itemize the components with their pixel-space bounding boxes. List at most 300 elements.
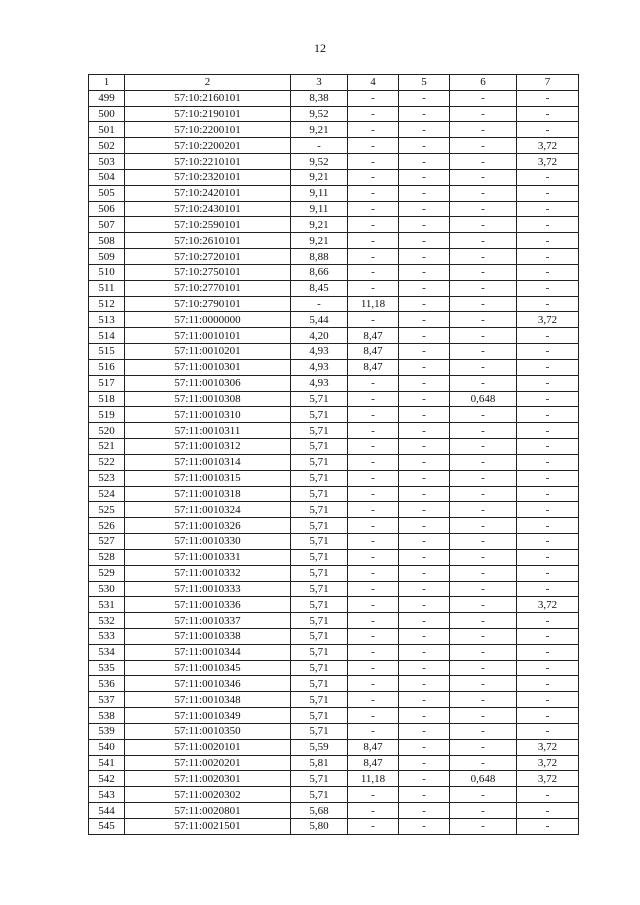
table-cell-col-1: 533 xyxy=(89,628,125,644)
table-cell-col-6: - xyxy=(450,534,517,550)
table-cell-col-5: - xyxy=(399,233,450,249)
table-cell-col-1: 528 xyxy=(89,549,125,565)
table-cell-col-2: 57:11:0010338 xyxy=(125,628,291,644)
table-cell-col-1: 503 xyxy=(89,154,125,170)
table-cell-col-4: - xyxy=(348,597,399,613)
table-row xyxy=(89,296,579,312)
table-cell-col-3: 5,59 xyxy=(291,739,348,755)
table-cell-col-3: 5,71 xyxy=(291,676,348,692)
table-row xyxy=(89,90,579,106)
table-cell-col-2: 57:10:2190101 xyxy=(125,106,291,122)
table-cell-col-2: 57:10:2210101 xyxy=(125,154,291,170)
table-cell-col-3: 8,66 xyxy=(291,264,348,280)
table-cell-col-2: 57:11:0010336 xyxy=(125,597,291,613)
table-cell-col-4: - xyxy=(348,676,399,692)
table-cell-col-1: 534 xyxy=(89,644,125,660)
table-cell-col-6: - xyxy=(450,296,517,312)
table-cell-col-7: - xyxy=(517,565,579,581)
table-cell-col-7: - xyxy=(517,502,579,518)
table-row xyxy=(89,565,579,581)
table-row xyxy=(89,122,579,138)
table-cell-col-3: 5,71 xyxy=(291,787,348,803)
table-cell-col-7: - xyxy=(517,708,579,724)
table-cell-col-6: - xyxy=(450,106,517,122)
table-cell-col-1: 519 xyxy=(89,407,125,423)
table-cell-col-6: - xyxy=(450,185,517,201)
table-cell-col-3: 5,71 xyxy=(291,692,348,708)
table-cell-col-3: 5,80 xyxy=(291,818,348,834)
table-cell-col-5: - xyxy=(399,249,450,265)
table-cell-col-3: 5,71 xyxy=(291,581,348,597)
column-header-4: 4 xyxy=(348,75,399,91)
table-cell-col-6: - xyxy=(450,486,517,502)
table-cell-col-3: 5,71 xyxy=(291,771,348,787)
table-cell-col-7: 3,72 xyxy=(517,739,579,755)
table-cell-col-4: - xyxy=(348,723,399,739)
table-row xyxy=(89,249,579,265)
table-cell-col-5: - xyxy=(399,534,450,550)
table-cell-col-5: - xyxy=(399,739,450,755)
table-cell-col-4: - xyxy=(348,233,399,249)
table-cell-col-1: 535 xyxy=(89,660,125,676)
table-cell-col-6: - xyxy=(450,692,517,708)
table-cell-col-4: - xyxy=(348,217,399,233)
table-cell-col-1: 542 xyxy=(89,771,125,787)
table-cell-col-4: - xyxy=(348,660,399,676)
table-cell-col-2: 57:11:0010344 xyxy=(125,644,291,660)
table-cell-col-4: - xyxy=(348,518,399,534)
table-cell-col-2: 57:11:0021501 xyxy=(125,818,291,834)
table-cell-col-3: 9,11 xyxy=(291,201,348,217)
table-cell-col-2: 57:11:0020301 xyxy=(125,771,291,787)
table-row xyxy=(89,328,579,344)
table-cell-col-3: 5,71 xyxy=(291,613,348,629)
table-cell-col-2: 57:11:0010345 xyxy=(125,660,291,676)
table-cell-col-1: 509 xyxy=(89,249,125,265)
column-header-6: 6 xyxy=(450,75,517,91)
table-cell-col-1: 525 xyxy=(89,502,125,518)
table-cell-col-1: 527 xyxy=(89,534,125,550)
table-row xyxy=(89,454,579,470)
table-cell-col-6: - xyxy=(450,280,517,296)
table-cell-col-2: 57:11:0010314 xyxy=(125,454,291,470)
table-cell-col-3: 5,71 xyxy=(291,407,348,423)
table-row xyxy=(89,423,579,439)
table-cell-col-5: - xyxy=(399,628,450,644)
table-cell-col-1: 529 xyxy=(89,565,125,581)
table-cell-col-7: - xyxy=(517,534,579,550)
table-cell-col-1: 518 xyxy=(89,391,125,407)
table-cell-col-7: - xyxy=(517,454,579,470)
table-cell-col-3: 5,81 xyxy=(291,755,348,771)
table-cell-col-7: - xyxy=(517,328,579,344)
table-cell-col-7: - xyxy=(517,423,579,439)
table-cell-col-2: 57:11:0020302 xyxy=(125,787,291,803)
table-cell-col-4: - xyxy=(348,138,399,154)
table-cell-col-1: 514 xyxy=(89,328,125,344)
table-cell-col-3: 9,21 xyxy=(291,233,348,249)
table-cell-col-5: - xyxy=(399,581,450,597)
table-row xyxy=(89,233,579,249)
table-cell-col-1: 505 xyxy=(89,185,125,201)
table-cell-col-4: 8,47 xyxy=(348,328,399,344)
table-cell-col-5: - xyxy=(399,423,450,439)
table-row xyxy=(89,391,579,407)
table-cell-col-3: 5,71 xyxy=(291,439,348,455)
table-cell-col-5: - xyxy=(399,692,450,708)
table-cell-col-3: 9,21 xyxy=(291,217,348,233)
table-cell-col-2: 57:11:0010349 xyxy=(125,708,291,724)
table-row xyxy=(89,628,579,644)
table-cell-col-3: 5,44 xyxy=(291,312,348,328)
table-cell-col-5: - xyxy=(399,169,450,185)
table-cell-col-5: - xyxy=(399,549,450,565)
table-cell-col-2: 57:11:0010350 xyxy=(125,723,291,739)
table-cell-col-2: 57:10:2720101 xyxy=(125,249,291,265)
table-cell-col-6: - xyxy=(450,803,517,819)
table-cell-col-6: - xyxy=(450,581,517,597)
table-cell-col-5: - xyxy=(399,660,450,676)
table-cell-col-3: 4,93 xyxy=(291,344,348,360)
table-cell-col-3: 8,45 xyxy=(291,280,348,296)
table-cell-col-1: 539 xyxy=(89,723,125,739)
table-cell-col-6: - xyxy=(450,644,517,660)
table-cell-col-5: - xyxy=(399,296,450,312)
table-cell-col-2: 57:11:0020101 xyxy=(125,739,291,755)
table-cell-col-1: 522 xyxy=(89,454,125,470)
column-header-2: 2 xyxy=(125,75,291,91)
table-cell-col-3: 9,11 xyxy=(291,185,348,201)
table-cell-col-5: - xyxy=(399,644,450,660)
table-cell-col-2: 57:11:0010346 xyxy=(125,676,291,692)
table-cell-col-3: 9,21 xyxy=(291,169,348,185)
table-cell-col-4: - xyxy=(348,692,399,708)
table-cell-col-1: 521 xyxy=(89,439,125,455)
table-cell-col-3: 8,88 xyxy=(291,249,348,265)
table-cell-col-1: 512 xyxy=(89,296,125,312)
table-cell-col-5: - xyxy=(399,280,450,296)
table-cell-col-2: 57:11:0000000 xyxy=(125,312,291,328)
table-cell-col-3: 5,71 xyxy=(291,454,348,470)
table-cell-col-5: - xyxy=(399,486,450,502)
table-row xyxy=(89,660,579,676)
table-cell-col-4: - xyxy=(348,502,399,518)
table-cell-col-5: - xyxy=(399,723,450,739)
table-cell-col-7: - xyxy=(517,344,579,360)
table-cell-col-7: - xyxy=(517,628,579,644)
table-cell-col-5: - xyxy=(399,502,450,518)
table-cell-col-4: - xyxy=(348,185,399,201)
table-row xyxy=(89,217,579,233)
table-cell-col-2: 57:11:0020201 xyxy=(125,755,291,771)
table-cell-col-2: 57:10:2420101 xyxy=(125,185,291,201)
table-row xyxy=(89,676,579,692)
table-cell-col-6: - xyxy=(450,470,517,486)
table-row xyxy=(89,138,579,154)
table-cell-col-1: 511 xyxy=(89,280,125,296)
table-cell-col-6: - xyxy=(450,359,517,375)
table-cell-col-4: - xyxy=(348,565,399,581)
table-cell-col-2: 57:10:2790101 xyxy=(125,296,291,312)
table-cell-col-3: 4,93 xyxy=(291,359,348,375)
table-cell-col-7: - xyxy=(517,439,579,455)
table-cell-col-5: - xyxy=(399,755,450,771)
table-cell-col-5: - xyxy=(399,201,450,217)
table-cell-col-3: 5,71 xyxy=(291,628,348,644)
table-cell-col-4: - xyxy=(348,407,399,423)
table-cell-col-2: 57:11:0010331 xyxy=(125,549,291,565)
table-cell-col-5: - xyxy=(399,439,450,455)
table-cell-col-5: - xyxy=(399,122,450,138)
table-cell-col-7: - xyxy=(517,359,579,375)
table-cell-col-3: 5,71 xyxy=(291,660,348,676)
table-cell-col-6: - xyxy=(450,328,517,344)
table-row xyxy=(89,375,579,391)
table-row xyxy=(89,739,579,755)
table-cell-col-7: - xyxy=(517,660,579,676)
table-cell-col-6: - xyxy=(450,375,517,391)
table-cell-col-1: 500 xyxy=(89,106,125,122)
table-cell-col-4: - xyxy=(348,644,399,660)
table-cell-col-5: - xyxy=(399,803,450,819)
table-cell-col-2: 57:10:2590101 xyxy=(125,217,291,233)
table-cell-col-6: - xyxy=(450,201,517,217)
table-cell-col-6: - xyxy=(450,628,517,644)
table-cell-col-6: - xyxy=(450,264,517,280)
table-cell-col-3: 5,71 xyxy=(291,549,348,565)
table-row xyxy=(89,201,579,217)
table-cell-col-7: 3,72 xyxy=(517,755,579,771)
table-cell-col-4: - xyxy=(348,581,399,597)
table-cell-col-5: - xyxy=(399,597,450,613)
table-cell-col-4: - xyxy=(348,454,399,470)
table-row xyxy=(89,344,579,360)
table-cell-col-1: 516 xyxy=(89,359,125,375)
table-cell-col-5: - xyxy=(399,154,450,170)
table-cell-col-5: - xyxy=(399,787,450,803)
table-cell-col-4: - xyxy=(348,628,399,644)
table-row xyxy=(89,518,579,534)
table-cell-col-6: - xyxy=(450,565,517,581)
table-cell-col-6: - xyxy=(450,344,517,360)
table-cell-col-1: 520 xyxy=(89,423,125,439)
table-cell-col-1: 508 xyxy=(89,233,125,249)
table-cell-col-5: - xyxy=(399,407,450,423)
table-cell-col-4: - xyxy=(348,803,399,819)
table-row xyxy=(89,723,579,739)
table-cell-col-7: - xyxy=(517,296,579,312)
table-cell-col-7: - xyxy=(517,818,579,834)
table-row xyxy=(89,486,579,502)
table-cell-col-7: - xyxy=(517,169,579,185)
table-cell-col-4: 8,47 xyxy=(348,359,399,375)
table-cell-col-5: - xyxy=(399,391,450,407)
table-cell-col-4: 11,18 xyxy=(348,771,399,787)
table-cell-col-7: - xyxy=(517,644,579,660)
table-cell-col-4: 8,47 xyxy=(348,344,399,360)
table-header-row xyxy=(89,75,579,91)
table-cell-col-5: - xyxy=(399,613,450,629)
column-header-5: 5 xyxy=(399,75,450,91)
table-cell-col-5: - xyxy=(399,138,450,154)
table-cell-col-2: 57:10:2200101 xyxy=(125,122,291,138)
table-cell-col-5: - xyxy=(399,344,450,360)
table-cell-col-3: - xyxy=(291,296,348,312)
table-cell-col-1: 524 xyxy=(89,486,125,502)
table-cell-col-1: 537 xyxy=(89,692,125,708)
table-row xyxy=(89,644,579,660)
table-cell-col-3: 5,71 xyxy=(291,391,348,407)
table-cell-col-2: 57:11:0010311 xyxy=(125,423,291,439)
table-cell-col-6: - xyxy=(450,423,517,439)
table-cell-col-7: - xyxy=(517,486,579,502)
table-cell-col-2: 57:11:0010318 xyxy=(125,486,291,502)
table-cell-col-2: 57:10:2160101 xyxy=(125,90,291,106)
table-row xyxy=(89,771,579,787)
table-cell-col-6: - xyxy=(450,312,517,328)
table-cell-col-6: - xyxy=(450,613,517,629)
table-cell-col-7: - xyxy=(517,233,579,249)
table-cell-col-3: 4,20 xyxy=(291,328,348,344)
table-cell-col-4: - xyxy=(348,470,399,486)
table-cell-col-5: - xyxy=(399,818,450,834)
table-row xyxy=(89,708,579,724)
table-cell-col-2: 57:10:2770101 xyxy=(125,280,291,296)
table-cell-col-6: - xyxy=(450,439,517,455)
table-cell-col-2: 57:11:0010310 xyxy=(125,407,291,423)
table-cell-col-2: 57:11:0010332 xyxy=(125,565,291,581)
table-cell-col-6: - xyxy=(450,138,517,154)
table-cell-col-7: 3,72 xyxy=(517,154,579,170)
table-cell-col-1: 545 xyxy=(89,818,125,834)
table-row xyxy=(89,755,579,771)
table-cell-col-7: 3,72 xyxy=(517,312,579,328)
data-table xyxy=(88,74,579,835)
table-cell-col-4: 11,18 xyxy=(348,296,399,312)
table-cell-col-1: 513 xyxy=(89,312,125,328)
table-cell-col-5: - xyxy=(399,264,450,280)
table-body xyxy=(89,90,579,834)
table-cell-col-7: - xyxy=(517,106,579,122)
table-cell-col-2: 57:11:0010326 xyxy=(125,518,291,534)
table-row xyxy=(89,280,579,296)
table-cell-col-7: - xyxy=(517,375,579,391)
table-row xyxy=(89,407,579,423)
table-cell-col-4: 8,47 xyxy=(348,739,399,755)
table-row xyxy=(89,581,579,597)
table-cell-col-4: - xyxy=(348,375,399,391)
table-cell-col-3: 5,71 xyxy=(291,723,348,739)
table-cell-col-7: - xyxy=(517,217,579,233)
table-cell-col-1: 501 xyxy=(89,122,125,138)
column-header-1: 1 xyxy=(89,75,125,91)
table-cell-col-1: 504 xyxy=(89,169,125,185)
table-row xyxy=(89,818,579,834)
table-cell-col-2: 57:11:0010330 xyxy=(125,534,291,550)
table-cell-col-4: - xyxy=(348,708,399,724)
table-cell-col-4: - xyxy=(348,613,399,629)
table-row xyxy=(89,534,579,550)
table-cell-col-5: - xyxy=(399,518,450,534)
table-cell-col-3: 8,38 xyxy=(291,90,348,106)
table-cell-col-6: - xyxy=(450,818,517,834)
table-row xyxy=(89,803,579,819)
table-cell-col-4: - xyxy=(348,280,399,296)
table-cell-col-7: - xyxy=(517,613,579,629)
table-cell-col-4: - xyxy=(348,486,399,502)
table-cell-col-7: - xyxy=(517,518,579,534)
table-cell-col-7: - xyxy=(517,407,579,423)
table-cell-col-6: - xyxy=(450,454,517,470)
table-cell-col-3: 9,52 xyxy=(291,106,348,122)
table-cell-col-2: 57:11:0010306 xyxy=(125,375,291,391)
table-cell-col-4: - xyxy=(348,264,399,280)
table-cell-col-6: - xyxy=(450,739,517,755)
table-cell-col-1: 536 xyxy=(89,676,125,692)
table-cell-col-1: 526 xyxy=(89,518,125,534)
table-cell-col-3: 5,71 xyxy=(291,518,348,534)
table-cell-col-4: - xyxy=(348,154,399,170)
table-cell-col-3: 5,71 xyxy=(291,486,348,502)
table-cell-col-4: 8,47 xyxy=(348,755,399,771)
table-cell-col-2: 57:10:2200201 xyxy=(125,138,291,154)
table-cell-col-6: - xyxy=(450,549,517,565)
table-cell-col-2: 57:11:0020801 xyxy=(125,803,291,819)
table-cell-col-5: - xyxy=(399,185,450,201)
table-cell-col-1: 502 xyxy=(89,138,125,154)
table-cell-col-6: - xyxy=(450,660,517,676)
table-cell-col-5: - xyxy=(399,676,450,692)
table-row xyxy=(89,692,579,708)
table-cell-col-3: 9,52 xyxy=(291,154,348,170)
table-cell-col-6: - xyxy=(450,708,517,724)
table-cell-col-5: - xyxy=(399,328,450,344)
table-cell-col-4: - xyxy=(348,249,399,265)
table-cell-col-3: 5,71 xyxy=(291,534,348,550)
table-cell-col-3: 5,71 xyxy=(291,644,348,660)
table-cell-col-7: - xyxy=(517,280,579,296)
table-cell-col-1: 538 xyxy=(89,708,125,724)
table-row xyxy=(89,154,579,170)
table-cell-col-3: 5,71 xyxy=(291,502,348,518)
table-cell-col-7: - xyxy=(517,676,579,692)
table-cell-col-4: - xyxy=(348,90,399,106)
table-row xyxy=(89,787,579,803)
table-cell-col-2: 57:10:2430101 xyxy=(125,201,291,217)
table-cell-col-7: - xyxy=(517,264,579,280)
table-cell-col-6: - xyxy=(450,122,517,138)
table-row xyxy=(89,502,579,518)
table-cell-col-4: - xyxy=(348,787,399,803)
table-cell-col-6: - xyxy=(450,154,517,170)
table-cell-col-6: - xyxy=(450,787,517,803)
table-cell-col-2: 57:11:0010333 xyxy=(125,581,291,597)
table-row xyxy=(89,613,579,629)
table-cell-col-5: - xyxy=(399,359,450,375)
table-cell-col-1: 530 xyxy=(89,581,125,597)
table-cell-col-2: 57:10:2750101 xyxy=(125,264,291,280)
table-cell-col-7: - xyxy=(517,470,579,486)
table-cell-col-5: - xyxy=(399,470,450,486)
table-cell-col-1: 540 xyxy=(89,739,125,755)
table-cell-col-7: - xyxy=(517,581,579,597)
table-cell-col-5: - xyxy=(399,454,450,470)
table-cell-col-3: 9,21 xyxy=(291,122,348,138)
table-cell-col-4: - xyxy=(348,534,399,550)
table-cell-col-2: 57:11:0010315 xyxy=(125,470,291,486)
table-cell-col-6: 0,648 xyxy=(450,771,517,787)
table-cell-col-7: - xyxy=(517,90,579,106)
